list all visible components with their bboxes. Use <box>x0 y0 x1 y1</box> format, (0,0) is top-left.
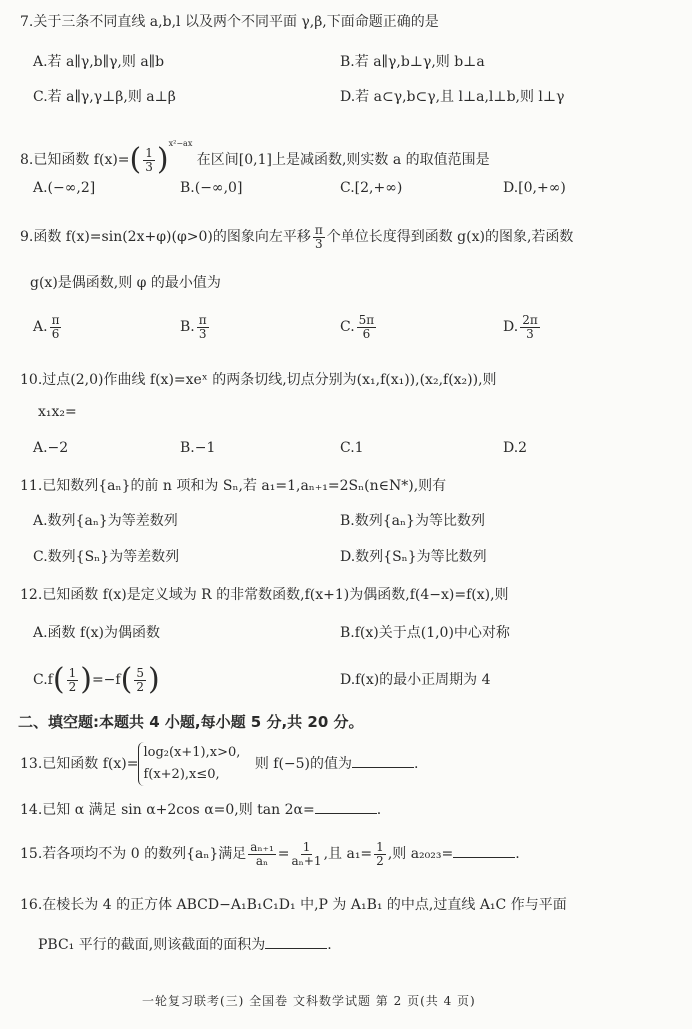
q10-stem-line2: x₁x₂= <box>38 404 77 420</box>
q13-piecewise <box>138 742 240 786</box>
q9-d-num: 2π <box>522 312 538 327</box>
q16-stem-line2-wrap <box>38 934 332 954</box>
q9-a-num: π <box>51 312 60 327</box>
q8-fraction <box>143 147 155 174</box>
q12-option-a: A.函数 f(x)为偶函数 <box>33 625 161 641</box>
question-14 <box>20 799 381 819</box>
q8-option-b: B.(−∞,0] <box>180 180 243 196</box>
q15-stem-pre: 15.若各项均不为 0 的数列{aₙ}满足 <box>20 846 247 862</box>
q15-den3: 2 <box>376 853 384 868</box>
q16-stem: 16.在棱长为 4 的正方体 ABCD−A₁B₁C₁D₁ 中,P 为 A₁B₁ 的中点,过直线 A₁C 作与平面 <box>20 897 567 913</box>
q9-b-label: B. <box>180 319 195 335</box>
q12-option-d: D.f(x)的最小正周期为 4 <box>340 672 491 688</box>
q15-end: . <box>515 846 520 862</box>
q9-c-num: 5π <box>358 312 375 327</box>
q9-option-d <box>503 312 542 342</box>
q12-option-b: B.f(x)关于点(1,0)中心对称 <box>340 625 510 641</box>
q9-stem-post: 个单位长度得到函数 g(x)的图象,若函数 <box>326 229 574 245</box>
q9-stem <box>20 222 573 252</box>
q10-option-c: C.1 <box>340 440 364 456</box>
q13-answer-blank[interactable] <box>352 753 414 768</box>
q9-a-label: A. <box>33 319 48 335</box>
q15-answer-blank[interactable] <box>453 843 515 858</box>
q12-c-den2: 2 <box>136 679 144 694</box>
q13-end: . <box>414 756 419 772</box>
q8-stem-pre: 8.已知函数 f(x)= <box>20 152 130 168</box>
q11-option-d: D.数列{Sₙ}为等比数列 <box>340 549 487 565</box>
q9-d-label: D. <box>503 319 519 335</box>
q16-answer-blank[interactable] <box>265 934 327 949</box>
q14-stem: 14.已知 α 满足 sin α+2cos α=0,则 tan 2α= <box>20 802 315 818</box>
q7-stem: 7.关于三条不同直线 a,b,l 以及两个不同平面 γ,β,下面命题正确的是 <box>20 14 439 30</box>
q8-option-d: D.[0,+∞) <box>503 180 566 196</box>
q13-stem-post: 则 f(−5)的值为 <box>254 756 353 772</box>
q16-stem-line2: PBC₁ 平行的截面,则该截面的面积为 <box>38 937 266 953</box>
q9-c-label: C. <box>340 319 355 335</box>
q11-option-c: C.数列{Sₙ}为等差数列 <box>33 549 180 565</box>
q14-end: . <box>376 802 382 818</box>
q9-c-den: 6 <box>362 326 371 341</box>
section-heading: 二、填空题:本题共 4 小题,每小题 5 分,共 20 分。 <box>18 713 364 731</box>
q9-stem-line2: g(x)是偶函数,则 φ 的最小值为 <box>30 275 221 291</box>
question-15 <box>20 838 520 870</box>
q15-num1: aₙ₊₁ <box>250 839 274 854</box>
q12-c-pre: C.f <box>33 672 53 688</box>
q9-b-num: π <box>198 312 207 327</box>
q9-option-b <box>180 312 211 342</box>
q8-stem: 8.已知函数 f(x)=( $\frac{1}{3}$ )$^{x^2-ax}$ 在区间[0,1]上是减函数,则实数 a 的取值范围是 <box>20 139 490 177</box>
q12-c-num2: 5 <box>136 665 144 680</box>
q10-option-d: D.2 <box>503 440 528 456</box>
q7-option-c: C.若 a∥γ,γ⊥β,则 a⊥β <box>33 89 176 105</box>
q9-frac-num: π <box>314 222 323 237</box>
q9-frac-den: 3 <box>314 236 323 251</box>
q7-option-d: D.若 a⊂γ,b⊂γ,且 l⊥a,l⊥b,则 l⊥γ <box>340 89 565 105</box>
page-footer: 一轮复习联考(三) 全国卷 文科数学试题 第 2 页(共 4 页) <box>142 994 476 1008</box>
q13-stem-pre: 13.已知函数 f(x)= <box>20 756 139 772</box>
q15-num2: 1 <box>302 839 311 854</box>
q9-stem-pre: 9.函数 f(x)=sin(2x+φ)(φ>0)的图象向左平移 <box>20 229 311 245</box>
question-13 <box>20 742 418 786</box>
q8-frac-num: 1 <box>145 145 153 160</box>
q10-option-a: A.−2 <box>33 440 69 456</box>
q13-case1: log₂(x+1),x>0, <box>143 745 241 760</box>
q13-case2: f(x+2),x≤0, <box>143 767 220 782</box>
q8-option-a: A.(−∞,2] <box>33 180 96 196</box>
q9-a-den: 6 <box>51 326 60 341</box>
q16-end: . <box>327 937 332 953</box>
q9-fraction <box>313 224 325 251</box>
q10-stem: 10.过点(2,0)作曲线 f(x)=xeˣ 的两条切线,切点分别为(x₁,f(x₁)),(x₂,f(x₂)),则 <box>20 372 497 388</box>
q12-stem: 12.已知函数 f(x)是定义域为 R 的非常数函数,f(x+1)为偶函数,f(4−x)=f(x),则 <box>20 587 509 603</box>
q15-post: ,则 a₂₀₂₃= <box>387 846 454 862</box>
q11-option-b: B.数列{aₙ}为等比数列 <box>340 513 485 529</box>
q7-option-a: A.若 a∥γ,b∥γ,则 a∥b <box>33 54 165 70</box>
q8-option-c: C.[2,+∞) <box>340 180 403 196</box>
q15-mid: ,且 a₁= <box>323 846 373 862</box>
q15-den2: aₙ+1 <box>291 853 322 868</box>
q12-option-c: C.f( $\frac{1}{2}$ )=−f( $\frac{5}{2}$ ) <box>33 662 160 697</box>
q12-c-den1: 2 <box>68 679 77 694</box>
q8-stem-post: 在区间[0,1]上是减函数,则实数 a 的取值范围是 <box>196 152 490 168</box>
q9-option-a <box>33 312 63 342</box>
q9-d-den: 3 <box>526 326 534 341</box>
q8-frac-den: 3 <box>145 159 153 174</box>
q8-exponent: x²−ax <box>168 139 193 148</box>
q15-eq: = <box>277 846 290 862</box>
q7-option-b: B.若 a∥γ,b⊥γ,则 b⊥a <box>340 54 485 70</box>
q9-option-c <box>340 312 378 342</box>
q12-c-mid: =−f <box>91 672 121 688</box>
q9-b-den: 3 <box>198 326 207 341</box>
q15-den1: aₙ <box>255 853 269 868</box>
q11-option-a: A.数列{aₙ}为等差数列 <box>33 513 178 529</box>
q11-stem: 11.已知数列{aₙ}的前 n 项和为 Sₙ,若 a₁=1,aₙ₊₁=2Sₙ(n∈N*),则有 <box>20 478 447 494</box>
q12-c-num1: 1 <box>68 665 77 680</box>
q14-answer-blank[interactable] <box>315 799 377 814</box>
q15-num3: 1 <box>376 839 384 854</box>
q10-option-b: B.−1 <box>180 440 216 456</box>
